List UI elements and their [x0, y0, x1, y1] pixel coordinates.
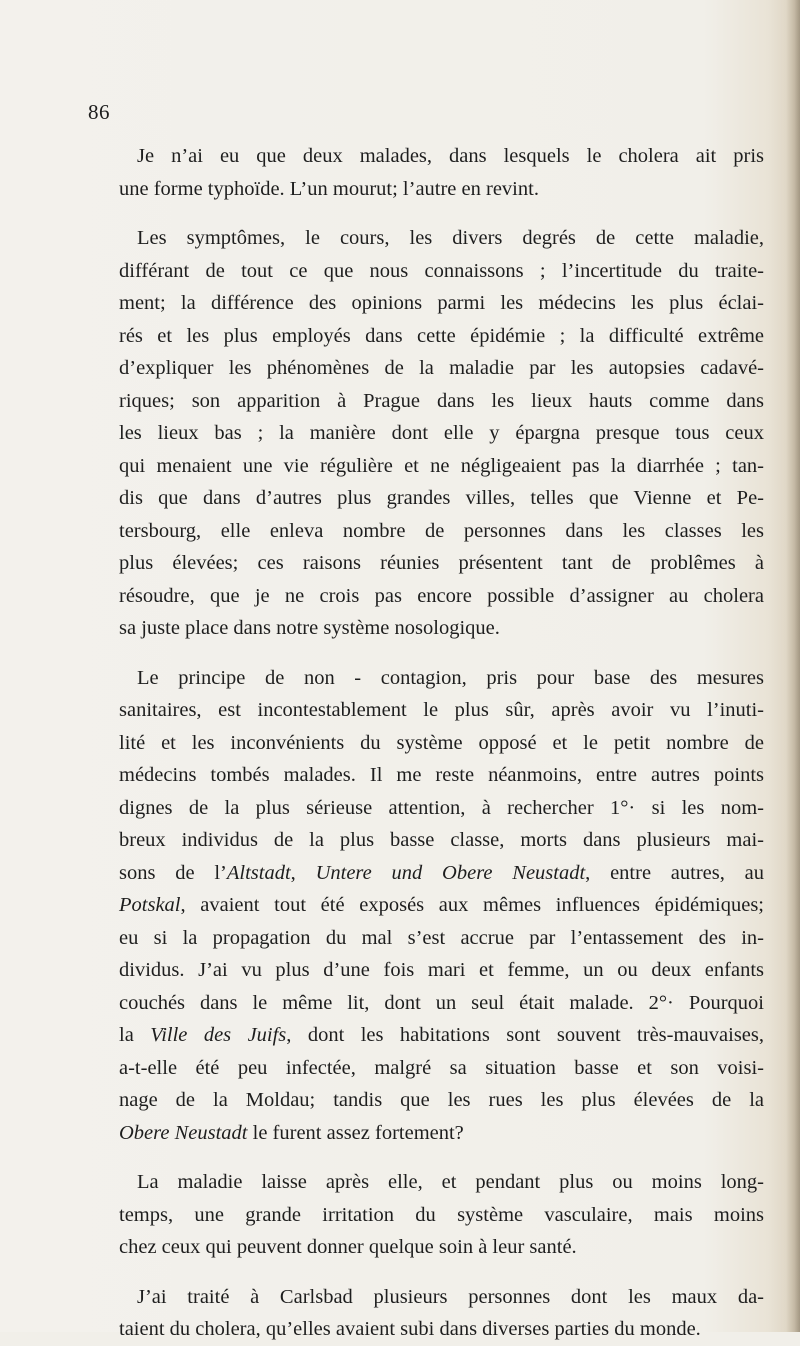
- text-line: taient du cholera, qu’elles avaient subi dans diverses parties du monde.: [119, 1318, 701, 1340]
- text-line: sa juste place dans notre système nosologique.: [119, 617, 500, 639]
- text-line: qui menaient une vie régulière et ne négligeaient pas la diarrhée ; tan-: [119, 454, 764, 477]
- text-line: plus élevées; ces raisons réunies présentent tant de problêmes à: [119, 552, 764, 574]
- text-line: Je n’ai eu que deux malades, dans lesquels le cholera ait pris: [137, 145, 764, 167]
- text-line: dignes de la plus sérieuse attention, à rechercher 1°· si les nom-: [119, 796, 764, 819]
- text-line: J’ai traité à Carlsbad plusieurs personnes dont les maux da-: [137, 1285, 764, 1308]
- text-line: La maladie laisse après elle, et pendant plus ou moins long-: [137, 1171, 764, 1193]
- text-line: lité et les inconvénients du système opposé et le petit nombre de: [119, 731, 764, 754]
- text-line: breux individus de la plus basse classe, morts dans plusieurs mai-: [119, 829, 764, 851]
- text-line: ment; la différence des opinions parmi les médecins les plus éclai-: [119, 292, 764, 314]
- text-line: rés et les plus employés dans cette épidémie ; la difficulté extrême: [119, 324, 764, 347]
- text-line: différant de tout ce que nous connaissons ; l’incertitude du traite-: [119, 259, 764, 282]
- paragraph-3: [119, 662, 764, 1150]
- text-line: eu si la propagation du mal s’est accrue par l’entassement des in-: [119, 926, 764, 949]
- paragraph-5: [119, 1281, 764, 1346]
- text-line: résoudre, que je ne crois pas encore possible d’assigner au cholera: [119, 584, 764, 607]
- text-line: chez ceux qui peuvent donner quelque soin à leur santé.: [119, 1236, 577, 1258]
- text-line: Potskal, avaient tout été exposés aux mêmes influences épidémiques;: [119, 894, 764, 916]
- text-line: riques; son apparition à Prague dans les lieux hauts comme dans: [119, 389, 764, 412]
- text-line: Obere Neustadt le furent assez fortement?: [119, 1121, 464, 1144]
- text-line: une forme typhoïde. L’un mourut; l’autre en revint.: [119, 177, 539, 200]
- body-text: [119, 140, 764, 1346]
- text-line: dis que dans d’autres plus grandes villes, telles que Vienne et Pe-: [119, 487, 764, 509]
- text-line: sanitaires, est incontestablement le plus sûr, après avoir vu l’inuti-: [119, 699, 764, 721]
- text-line: a-t-elle été peu infectée, malgré sa situation basse et son voisi-: [119, 1056, 764, 1079]
- paragraph-4: [119, 1166, 764, 1264]
- text-line: tersbourg, elle enleva nombre de personnes dans les classes les: [119, 519, 764, 542]
- paragraph-2: [119, 222, 764, 645]
- text-line: la Ville des Juifs, dont les habitations sont souvent très-mauvaises,: [119, 1024, 764, 1046]
- text-line: dividus. J’ai vu plus d’une fois mari et femme, un ou deux enfants: [119, 959, 764, 981]
- text-line: d’expliquer les phénomènes de la maladie par les autopsies cadavé-: [119, 357, 764, 379]
- text-line: médecins tombés malades. Il me reste néanmoins, entre autres points: [119, 764, 764, 786]
- text-line: les lieux bas ; la manière dont elle y épargna presque tous ceux: [119, 422, 764, 444]
- page-number: 86: [88, 100, 110, 124]
- text-line: temps, une grande irritation du système vasculaire, mais moins: [119, 1203, 764, 1226]
- text-line: Les symptômes, le cours, les divers degrés de cette maladie,: [137, 227, 764, 249]
- page-edge-shadow: [786, 0, 800, 1332]
- text-line: Le principe de non - contagion, pris pour base des mesures: [137, 666, 764, 689]
- paragraph-1: [119, 140, 764, 205]
- text-line: nage de la Moldau; tandis que les rues les plus élevées de la: [119, 1089, 764, 1111]
- text-line: sons de l’Altstadt, Untere und Obere Neustadt, entre autres, au: [119, 861, 765, 884]
- text-line: couchés dans le même lit, dont un seul était malade. 2°· Pourquoi: [119, 991, 764, 1014]
